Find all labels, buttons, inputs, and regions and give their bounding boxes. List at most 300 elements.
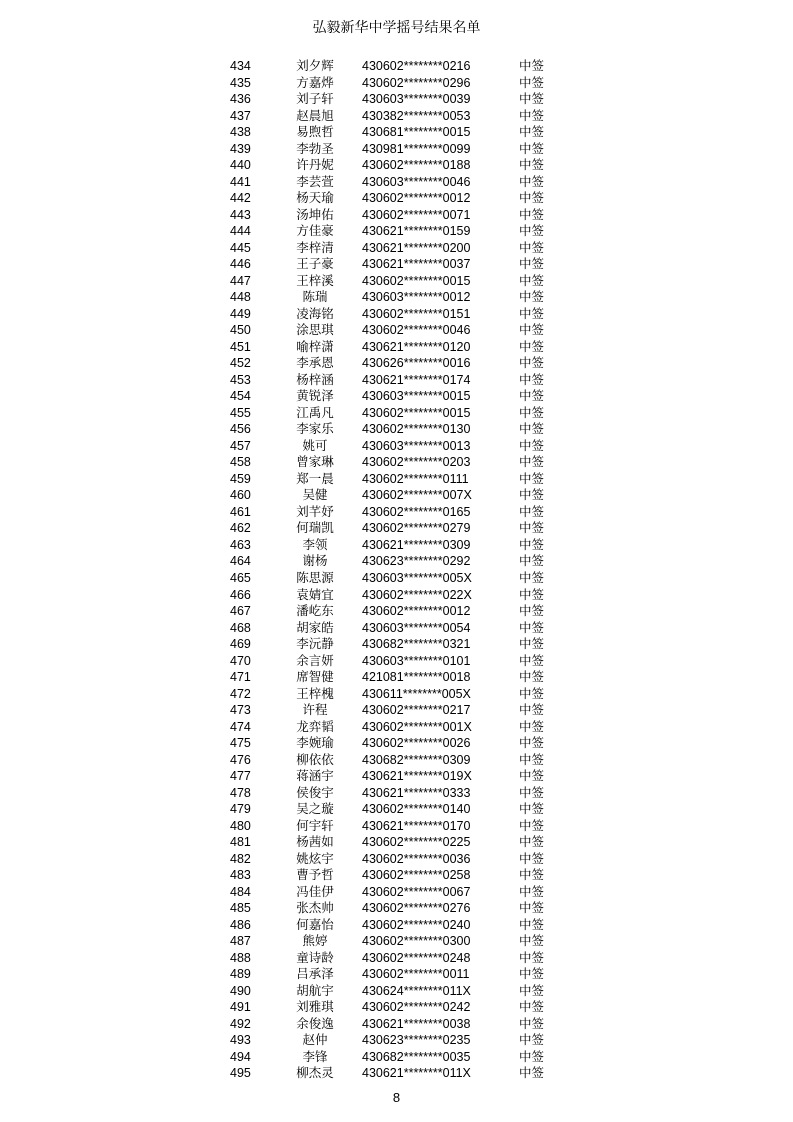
id-number: 430602********0012 — [362, 191, 471, 206]
id-number: 430602********0240 — [362, 917, 471, 932]
lottery-result: 中签 — [519, 784, 545, 800]
table-row — [0, 504, 793, 521]
id-number: 430602********0203 — [362, 455, 471, 470]
id-number: 430602********0026 — [362, 736, 471, 751]
table-row — [0, 405, 793, 422]
id-number: 430621********019X — [362, 769, 472, 784]
student-name: 吴之璇 — [296, 801, 334, 817]
id-number: 430602********0279 — [362, 521, 471, 536]
student-name: 谢杨 — [302, 553, 328, 569]
table-row — [0, 355, 793, 372]
id-number: 430623********0235 — [362, 1033, 471, 1048]
student-name: 刘夕辉 — [296, 58, 334, 73]
student-name: 许丹妮 — [296, 157, 334, 173]
table-row — [0, 735, 793, 752]
id-number: 430602********007X — [362, 488, 472, 503]
lottery-result: 中签 — [519, 371, 545, 387]
id-number: 430981********0099 — [362, 141, 471, 156]
lottery-result: 中签 — [519, 388, 545, 404]
lottery-result: 中签 — [519, 157, 545, 173]
table-row — [0, 851, 793, 868]
lottery-result: 中签 — [519, 636, 545, 652]
lottery-result: 中签 — [519, 223, 545, 239]
table-row — [0, 620, 793, 637]
table-row — [0, 818, 793, 835]
student-name: 杨天瑜 — [296, 190, 334, 206]
id-number: 430603********0101 — [362, 653, 471, 668]
student-name: 汤坤佑 — [296, 206, 334, 222]
page-number: 8 — [392, 1090, 401, 1105]
row-number: 495 — [230, 1066, 251, 1081]
lottery-result: 中签 — [519, 58, 545, 73]
lottery-result: 中签 — [519, 437, 545, 453]
student-name: 余言妍 — [296, 652, 334, 668]
student-name: 童诗龄 — [296, 949, 334, 965]
lottery-result: 中签 — [519, 190, 545, 206]
student-name: 郑一晨 — [296, 470, 334, 486]
table-row — [0, 636, 793, 653]
table-row — [0, 190, 793, 207]
table-row — [0, 768, 793, 785]
table-row — [0, 999, 793, 1016]
id-number: 430602********0140 — [362, 802, 471, 817]
lottery-result: 中签 — [519, 289, 545, 305]
row-number: 452 — [230, 356, 251, 371]
row-number: 463 — [230, 537, 251, 552]
student-name: 龙弈韬 — [296, 718, 334, 734]
student-name: 陈瑞 — [302, 289, 328, 305]
lottery-result: 中签 — [519, 916, 545, 932]
student-name: 李领 — [302, 536, 328, 552]
row-number: 480 — [230, 818, 251, 833]
student-name: 李芸萱 — [296, 173, 334, 189]
lottery-result-list — [0, 58, 793, 1082]
lottery-result: 中签 — [519, 173, 545, 189]
id-number: 430602********0012 — [362, 604, 471, 619]
row-number: 445 — [230, 240, 251, 255]
id-number: 430603********0012 — [362, 290, 471, 305]
id-number: 430611********005X — [362, 686, 471, 701]
lottery-result: 中签 — [519, 834, 545, 850]
table-row — [0, 454, 793, 471]
lottery-result: 中签 — [519, 355, 545, 371]
lottery-result: 中签 — [519, 305, 545, 321]
table-row — [0, 207, 793, 224]
id-number: 430602********0036 — [362, 851, 471, 866]
student-name: 江禹凡 — [296, 404, 334, 420]
table-row — [0, 124, 793, 141]
id-number: 430602********0111 — [362, 471, 469, 486]
id-number: 430603********0039 — [362, 92, 471, 107]
student-name: 赵晨旭 — [296, 107, 334, 123]
id-number: 430602********0015 — [362, 273, 471, 288]
student-name: 李婉瑜 — [296, 735, 334, 751]
student-name: 张杰帅 — [296, 900, 334, 916]
student-name: 方佳豪 — [296, 223, 334, 239]
table-row — [0, 669, 793, 686]
table-row — [0, 900, 793, 917]
row-number: 486 — [230, 917, 251, 932]
student-name: 李家乐 — [296, 421, 334, 437]
row-number: 482 — [230, 851, 251, 866]
table-row — [0, 603, 793, 620]
lottery-result: 中签 — [519, 933, 545, 949]
student-name: 刘子轩 — [296, 91, 334, 107]
row-number: 474 — [230, 719, 251, 734]
lottery-result: 中签 — [519, 801, 545, 817]
row-number: 476 — [230, 752, 251, 767]
table-row — [0, 388, 793, 405]
student-name: 何嘉怡 — [296, 916, 334, 932]
student-name: 易煦哲 — [296, 124, 334, 140]
table-row — [0, 108, 793, 125]
student-name: 黄锐泽 — [296, 388, 334, 404]
lottery-result: 中签 — [519, 421, 545, 437]
student-name: 杨梓涵 — [296, 371, 334, 387]
id-number: 430603********0015 — [362, 389, 471, 404]
row-number: 459 — [230, 471, 251, 486]
id-number: 430682********0321 — [362, 637, 471, 652]
id-number: 430602********0300 — [362, 934, 471, 949]
row-number: 450 — [230, 323, 251, 338]
table-row — [0, 933, 793, 950]
id-number: 430602********0015 — [362, 405, 471, 420]
row-number: 454 — [230, 389, 251, 404]
student-name: 涂思琪 — [296, 322, 334, 338]
id-number: 421081********0018 — [362, 670, 471, 685]
table-row — [0, 487, 793, 504]
table-row — [0, 1065, 793, 1082]
row-number: 453 — [230, 372, 251, 387]
student-name: 喻梓潇 — [296, 338, 334, 354]
table-row — [0, 966, 793, 983]
row-number: 434 — [230, 59, 251, 73]
row-number: 470 — [230, 653, 251, 668]
row-number: 469 — [230, 637, 251, 652]
lottery-result: 中签 — [519, 338, 545, 354]
row-number: 475 — [230, 736, 251, 751]
table-row — [0, 867, 793, 884]
row-number: 489 — [230, 967, 251, 982]
row-number: 438 — [230, 125, 251, 140]
student-name: 曾家琳 — [296, 454, 334, 470]
table-row — [0, 570, 793, 587]
id-number: 430621********0038 — [362, 1016, 471, 1031]
lottery-result: 中签 — [519, 404, 545, 420]
id-number: 430602********0130 — [362, 422, 471, 437]
row-number: 441 — [230, 174, 251, 189]
table-row — [0, 801, 793, 818]
lottery-result: 中签 — [519, 1065, 545, 1081]
lottery-result: 中签 — [519, 652, 545, 668]
id-number: 430621********0333 — [362, 785, 471, 800]
table-row — [0, 75, 793, 92]
lottery-result: 中签 — [519, 949, 545, 965]
row-number: 455 — [230, 405, 251, 420]
id-number: 430602********0225 — [362, 835, 471, 850]
table-row — [0, 58, 793, 75]
id-number: 430602********0165 — [362, 504, 471, 519]
table-row — [0, 983, 793, 1000]
table-row — [0, 256, 793, 273]
student-name: 柳杰灵 — [296, 1065, 334, 1081]
table-row — [0, 1032, 793, 1049]
id-number: 430624********011X — [362, 983, 471, 998]
id-number: 430603********0046 — [362, 174, 471, 189]
lottery-result: 中签 — [519, 900, 545, 916]
row-number: 437 — [230, 108, 251, 123]
lottery-result: 中签 — [519, 256, 545, 272]
table-row — [0, 884, 793, 901]
student-name: 潘屹东 — [296, 603, 334, 619]
table-row — [0, 421, 793, 438]
student-name: 刘芊妤 — [296, 503, 334, 519]
table-row — [0, 289, 793, 306]
id-number: 430621********0120 — [362, 339, 471, 354]
row-number: 440 — [230, 158, 251, 173]
id-number: 430602********0258 — [362, 868, 471, 883]
table-row — [0, 91, 793, 108]
id-number: 430602********0217 — [362, 703, 471, 718]
lottery-result: 中签 — [519, 619, 545, 635]
lottery-result: 中签 — [519, 140, 545, 156]
row-number: 442 — [230, 191, 251, 206]
lottery-result: 中签 — [519, 850, 545, 866]
row-number: 464 — [230, 554, 251, 569]
table-row — [0, 141, 793, 158]
student-name: 王子豪 — [296, 256, 334, 272]
lottery-result: 中签 — [519, 883, 545, 899]
id-number: 430621********011X — [362, 1066, 471, 1081]
page-title: 弘毅新华中学摇号结果名单 — [312, 20, 481, 36]
student-name: 李梓清 — [296, 239, 334, 255]
row-number: 466 — [230, 587, 251, 602]
lottery-result: 中签 — [519, 735, 545, 751]
lottery-result: 中签 — [519, 470, 545, 486]
row-number: 494 — [230, 1049, 251, 1064]
table-row — [0, 273, 793, 290]
table-row — [0, 537, 793, 554]
lottery-result: 中签 — [519, 520, 545, 536]
lottery-result: 中签 — [519, 107, 545, 123]
id-number: 430621********0159 — [362, 224, 471, 239]
id-number: 430382********0053 — [362, 108, 471, 123]
id-number: 430621********0170 — [362, 818, 471, 833]
id-number: 430602********022X — [362, 587, 472, 602]
id-number: 430623********0292 — [362, 554, 471, 569]
row-number: 479 — [230, 802, 251, 817]
table-row — [0, 702, 793, 719]
row-number: 478 — [230, 785, 251, 800]
lottery-result: 中签 — [519, 669, 545, 685]
id-number: 430602********0248 — [362, 950, 471, 965]
table-row — [0, 306, 793, 323]
row-number: 446 — [230, 257, 251, 272]
row-number: 481 — [230, 835, 251, 850]
id-number: 430682********0035 — [362, 1049, 471, 1064]
id-number: 430602********0011 — [362, 967, 470, 982]
id-number: 430621********0174 — [362, 372, 471, 387]
lottery-result: 中签 — [519, 124, 545, 140]
lottery-result: 中签 — [519, 966, 545, 982]
table-row — [0, 520, 793, 537]
id-number: 430602********0216 — [362, 59, 471, 73]
student-name: 杨茜如 — [296, 834, 334, 850]
student-name: 凌海铭 — [296, 305, 334, 321]
id-number: 430621********0309 — [362, 537, 471, 552]
lottery-result: 中签 — [519, 603, 545, 619]
student-name: 方嘉烨 — [296, 74, 334, 90]
id-number: 430602********0188 — [362, 158, 471, 173]
row-number: 468 — [230, 620, 251, 635]
lottery-result: 中签 — [519, 487, 545, 503]
table-row — [0, 372, 793, 389]
lottery-result: 中签 — [519, 718, 545, 734]
lottery-result: 中签 — [519, 74, 545, 90]
row-number: 462 — [230, 521, 251, 536]
row-number: 451 — [230, 339, 251, 354]
id-number: 430621********0200 — [362, 240, 471, 255]
lottery-result: 中签 — [519, 536, 545, 552]
lottery-result: 中签 — [519, 1032, 545, 1048]
table-row — [0, 686, 793, 703]
student-name: 侯俊宇 — [296, 784, 334, 800]
row-number: 436 — [230, 92, 251, 107]
student-name: 何宇轩 — [296, 817, 334, 833]
table-row — [0, 587, 793, 604]
student-name: 熊婷 — [302, 933, 328, 949]
row-number: 447 — [230, 273, 251, 288]
id-number: 430602********0067 — [362, 884, 471, 899]
id-number: 430603********0054 — [362, 620, 471, 635]
lottery-result: 中签 — [519, 867, 545, 883]
student-name: 王梓槐 — [296, 685, 334, 701]
table-row — [0, 719, 793, 736]
student-name: 刘雅琪 — [296, 999, 334, 1015]
student-name: 何瑞凯 — [296, 520, 334, 536]
lottery-result: 中签 — [519, 239, 545, 255]
id-number: 430682********0309 — [362, 752, 471, 767]
student-name: 蒋涵宇 — [296, 768, 334, 784]
table-row — [0, 471, 793, 488]
row-number: 493 — [230, 1033, 251, 1048]
student-name: 柳依依 — [296, 751, 334, 767]
row-number: 449 — [230, 306, 251, 321]
lottery-result: 中签 — [519, 685, 545, 701]
lottery-result: 中签 — [519, 999, 545, 1015]
lottery-result: 中签 — [519, 503, 545, 519]
id-number: 430621********0037 — [362, 257, 471, 272]
student-name: 王梓溪 — [296, 272, 334, 288]
lottery-result: 中签 — [519, 751, 545, 767]
student-name: 李锋 — [302, 1048, 328, 1064]
student-name: 袁婧宜 — [296, 586, 334, 602]
student-name: 冯佳伊 — [296, 883, 334, 899]
lottery-result: 中签 — [519, 586, 545, 602]
id-number: 430681********0015 — [362, 125, 471, 140]
row-number: 484 — [230, 884, 251, 899]
student-name: 姚可 — [302, 437, 328, 453]
row-number: 488 — [230, 950, 251, 965]
row-number: 467 — [230, 604, 251, 619]
table-row — [0, 438, 793, 455]
student-name: 胡航宇 — [296, 982, 334, 998]
lottery-result: 中签 — [519, 91, 545, 107]
row-number: 435 — [230, 75, 251, 90]
lottery-result: 中签 — [519, 1015, 545, 1031]
table-row — [0, 322, 793, 339]
row-number: 465 — [230, 570, 251, 585]
student-name: 曹予哲 — [296, 867, 334, 883]
row-number: 490 — [230, 983, 251, 998]
row-number: 483 — [230, 868, 251, 883]
id-number: 430602********0046 — [362, 323, 471, 338]
table-row — [0, 553, 793, 570]
table-row — [0, 240, 793, 257]
row-number: 477 — [230, 769, 251, 784]
student-name: 陈思源 — [296, 569, 334, 585]
table-row — [0, 785, 793, 802]
student-name: 吴健 — [302, 487, 328, 503]
id-number: 430626********0016 — [362, 356, 471, 371]
lottery-result: 中签 — [519, 702, 545, 718]
row-number: 492 — [230, 1016, 251, 1031]
row-number: 485 — [230, 901, 251, 916]
row-number: 444 — [230, 224, 251, 239]
row-number: 487 — [230, 934, 251, 949]
lottery-result: 中签 — [519, 454, 545, 470]
row-number: 471 — [230, 670, 251, 685]
student-name: 李勃圣 — [296, 140, 334, 156]
table-row — [0, 223, 793, 240]
lottery-result: 中签 — [519, 1048, 545, 1064]
student-name: 余俊逸 — [296, 1015, 334, 1031]
row-number: 491 — [230, 1000, 251, 1015]
table-row — [0, 653, 793, 670]
student-name: 胡家皓 — [296, 619, 334, 635]
table-row — [0, 834, 793, 851]
student-name: 许程 — [302, 702, 328, 718]
lottery-result: 中签 — [519, 982, 545, 998]
id-number: 430602********0151 — [362, 306, 471, 321]
student-name: 姚炫宇 — [296, 850, 334, 866]
student-name: 赵仲 — [302, 1032, 328, 1048]
id-number: 430602********0071 — [362, 207, 471, 222]
id-number: 430602********001X — [362, 719, 472, 734]
id-number: 430603********0013 — [362, 438, 471, 453]
table-row — [0, 1016, 793, 1033]
row-number: 460 — [230, 488, 251, 503]
student-name: 李沅静 — [296, 636, 334, 652]
lottery-result: 中签 — [519, 569, 545, 585]
lottery-result: 中签 — [519, 553, 545, 569]
row-number: 456 — [230, 422, 251, 437]
row-number: 458 — [230, 455, 251, 470]
id-number: 430603********005X — [362, 570, 472, 585]
table-row — [0, 157, 793, 174]
id-number: 430602********0296 — [362, 75, 471, 90]
table-row — [0, 752, 793, 769]
student-name: 李承恩 — [296, 355, 334, 371]
row-number: 439 — [230, 141, 251, 156]
id-number: 430602********0242 — [362, 1000, 471, 1015]
table-row — [0, 339, 793, 356]
row-number: 472 — [230, 686, 251, 701]
lottery-result: 中签 — [519, 322, 545, 338]
table-row — [0, 174, 793, 191]
table-row — [0, 917, 793, 934]
id-number: 430602********0276 — [362, 901, 471, 916]
